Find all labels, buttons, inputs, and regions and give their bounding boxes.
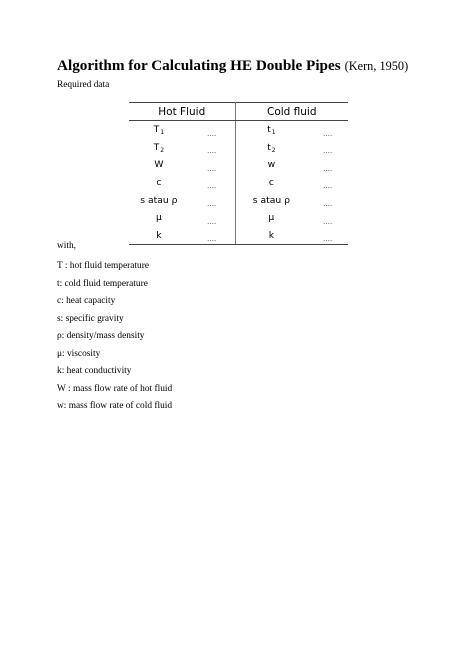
cold-value: ….	[322, 147, 333, 156]
cold-symbol: k	[235, 227, 307, 245]
hot-symbol: k	[129, 227, 189, 245]
cold-symbol: s atau ρ	[252, 194, 290, 206]
definition-item: k: heat conductivity	[57, 366, 132, 376]
cold-symbol: $t_1$	[267, 124, 276, 137]
cold-value: ….	[322, 164, 333, 173]
cold-value: ….	[307, 227, 348, 245]
required-data-table	[129, 102, 348, 245]
hot-symbol: $T_1$	[153, 124, 165, 137]
cold-value: ….	[322, 182, 333, 191]
table-row	[129, 139, 348, 157]
cold-value: ….	[322, 129, 333, 138]
definition-item: c: heat capacity	[57, 296, 116, 306]
table-row	[129, 174, 348, 192]
hot-symbol: c	[156, 177, 162, 189]
hot-symbol: $T_2$	[153, 141, 165, 154]
hot-value: ….	[189, 139, 235, 157]
document-title	[57, 57, 408, 75]
definition-item: T : hot fluid temperature	[57, 261, 149, 271]
hot-value: ….	[189, 227, 235, 245]
cold-symbol: μ	[268, 212, 275, 224]
hot-value: ….	[189, 209, 235, 227]
cold-symbol: $t_2$	[267, 141, 276, 154]
table-row	[129, 156, 348, 174]
title-citation: (Kern, 1950)	[344, 59, 409, 73]
required-data-label: Required data	[57, 80, 110, 90]
definitions-list	[57, 261, 172, 419]
definition-item: t: cold fluid temperature	[57, 278, 148, 289]
definition-item: w: mass flow rate of cold fluid	[57, 401, 173, 411]
table-row	[129, 121, 348, 139]
hot-value: ….	[189, 156, 235, 174]
hot-value: ….	[189, 191, 235, 209]
table-row	[129, 227, 348, 245]
header-hot-fluid: Hot Fluid	[129, 103, 235, 121]
definition-item: μ: viscosity	[57, 348, 101, 359]
title-main: Algorithm for Calculating HE Double Pipes	[57, 57, 341, 74]
table-row	[129, 191, 348, 209]
cold-value: ….	[322, 199, 333, 208]
hot-value: ….	[189, 174, 235, 192]
table-row	[129, 209, 348, 227]
hot-value: ….	[189, 121, 235, 139]
cold-symbol: w	[267, 159, 276, 171]
definition-item: ρ: density/mass density	[57, 331, 145, 341]
definition-item: s: specific gravity	[57, 313, 124, 324]
definition-item: W : mass flow rate of hot fluid	[57, 383, 173, 394]
hot-symbol: μ	[155, 212, 162, 224]
with-label: with,	[57, 241, 77, 251]
table-header-row	[129, 103, 348, 121]
cold-value: ….	[322, 217, 333, 226]
hot-symbol: s atau ρ	[140, 194, 178, 206]
hot-symbol: W	[154, 159, 164, 171]
cold-symbol: c	[268, 177, 274, 189]
header-cold-fluid: Cold fluid	[235, 103, 348, 121]
